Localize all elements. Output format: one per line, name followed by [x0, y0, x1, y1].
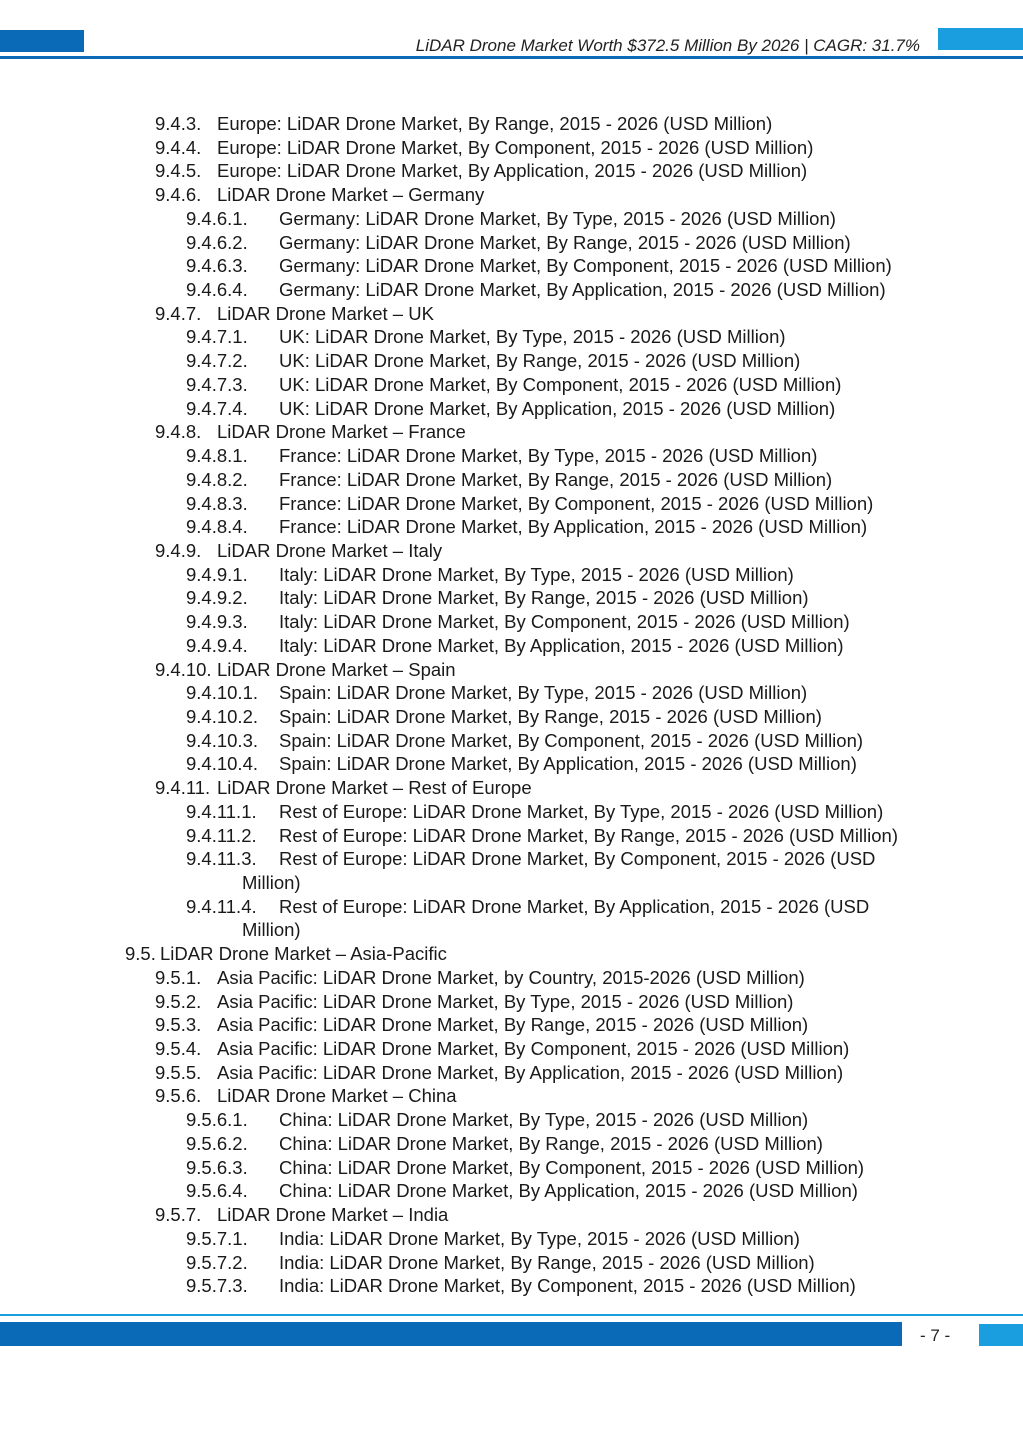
toc-entry-title: Rest of Europe: LiDAR Drone Market, By Range, 2015 - 2026 (USD Million) — [279, 824, 898, 846]
toc-entry[interactable] — [0, 1084, 1023, 1108]
toc-entry-title: Europe: LiDAR Drone Market, By Range, 2015 - 2026 (USD Million) — [217, 113, 773, 134]
toc-entry[interactable] — [0, 752, 1023, 776]
toc-entry-number: 9.4.7.1. — [186, 326, 248, 348]
toc-entry[interactable] — [0, 207, 1023, 231]
toc-entry-number: 9.4.8. — [155, 421, 202, 443]
toc-entry[interactable] — [0, 373, 1023, 397]
toc-entry-title: Europe: LiDAR Drone Market, By Component, 2015 - 2026 (USD Million) — [217, 136, 814, 158]
toc-entry-number: 9.4.11.4. — [186, 895, 257, 917]
toc-entry[interactable] — [0, 183, 1023, 207]
toc-entry-number: 9.5.1. — [155, 966, 202, 988]
toc-entry-number: 9.4.10.1. — [186, 682, 259, 704]
toc-entry-number: 9.4.8.1. — [186, 445, 248, 467]
toc-entry[interactable] — [0, 1013, 1023, 1037]
toc-entry[interactable] — [0, 824, 1023, 848]
toc-entry-title: LiDAR Drone Market – India — [217, 1204, 449, 1226]
toc-entry-number: 9.5.7.2. — [186, 1251, 248, 1273]
toc-entry[interactable] — [0, 1274, 1023, 1298]
toc-entry-number: 9.4.9.1. — [186, 563, 248, 585]
toc-entry[interactable] — [0, 1037, 1023, 1061]
table-of-contents — [0, 112, 1023, 1298]
footer-accent-bar-left — [0, 1322, 902, 1346]
toc-entry-title: UK: LiDAR Drone Market, By Component, 2015 - 2026 (USD Million) — [279, 373, 842, 395]
toc-entry[interactable] — [0, 563, 1023, 587]
toc-entry-title: Spain: LiDAR Drone Market, By Type, 2015 - 2026 (USD Million) — [279, 682, 808, 704]
toc-entry[interactable] — [0, 539, 1023, 563]
toc-entry-number: 9.4.10.3. — [186, 729, 259, 751]
toc-entry[interactable] — [0, 942, 1023, 966]
toc-entry-title: Germany: LiDAR Drone Market, By Type, 2015 - 2026 (USD Million) — [279, 207, 836, 229]
toc-entry-title: Asia Pacific: LiDAR Drone Market, By Range, 2015 - 2026 (USD Million) — [217, 1014, 809, 1036]
toc-entry[interactable] — [0, 278, 1023, 302]
toc-entry[interactable] — [0, 515, 1023, 539]
toc-entry-title: UK: LiDAR Drone Market, By Application, 2015 - 2026 (USD Million) — [279, 397, 836, 419]
page-header-title: LiDAR Drone Market Worth $372.5 Million By 2026 | CAGR: 31.7% — [415, 36, 920, 55]
header-accent-bar-left — [0, 30, 84, 52]
toc-entry-number: 9.5.6.2. — [186, 1132, 248, 1154]
toc-entry[interactable] — [0, 1227, 1023, 1251]
toc-entry[interactable] — [0, 468, 1023, 492]
toc-entry-number: 9.4.9.4. — [186, 634, 248, 656]
toc-entry-title: France: LiDAR Drone Market, By Application, 2015 - 2026 (USD Million) — [279, 516, 868, 538]
toc-entry-title: Asia Pacific: LiDAR Drone Market, by Country, 2015-2026 (USD Million) — [217, 966, 805, 988]
toc-entry-title: LiDAR Drone Market – UK — [217, 302, 434, 324]
toc-entry-title: Rest of Europe: LiDAR Drone Market, By Type, 2015 - 2026 (USD Million) — [279, 800, 884, 822]
toc-entry[interactable] — [0, 112, 1023, 136]
toc-entry-number: 9.4.6.2. — [186, 231, 248, 253]
toc-entry-number: 9.5.7. — [155, 1204, 202, 1226]
toc-entry-number: 9.4.11.3. — [186, 848, 257, 870]
toc-entry-title: France: LiDAR Drone Market, By Type, 2015 - 2026 (USD Million) — [279, 445, 818, 467]
toc-entry-title: Italy: LiDAR Drone Market, By Component, 2015 - 2026 (USD Million) — [279, 611, 850, 633]
toc-entry[interactable] — [0, 420, 1023, 444]
toc-entry-number: 9.5.2. — [155, 990, 202, 1012]
toc-entry[interactable] — [0, 397, 1023, 421]
toc-entry-title: LiDAR Drone Market – Asia-Pacific — [160, 943, 447, 965]
toc-entry-number: 9.5.4. — [155, 1038, 202, 1060]
toc-entry-number: 9.5.5. — [155, 1061, 202, 1083]
toc-entry[interactable] — [0, 136, 1023, 160]
toc-entry[interactable] — [0, 1061, 1023, 1085]
toc-entry-title: Spain: LiDAR Drone Market, By Component, 2015 - 2026 (USD Million) — [279, 729, 864, 751]
toc-entry-title: Asia Pacific: LiDAR Drone Market, By Application, 2015 - 2026 (USD Million) — [217, 1061, 844, 1083]
header-rule — [0, 56, 1023, 59]
toc-entry-number: 9.5. — [125, 943, 156, 965]
toc-entry-number: 9.4.4. — [155, 136, 202, 158]
toc-entry[interactable] — [0, 325, 1023, 349]
toc-entry-title-continued: Million) — [242, 919, 301, 941]
toc-entry-number: 9.4.7. — [155, 302, 202, 324]
toc-entry-number: 9.4.10. — [155, 658, 212, 680]
toc-entry-number: 9.4.10.4. — [186, 753, 259, 775]
toc-entry-title: China: LiDAR Drone Market, By Range, 2015 - 2026 (USD Million) — [279, 1132, 823, 1154]
toc-entry-number: 9.4.7.3. — [186, 373, 248, 395]
toc-entry-title: Italy: LiDAR Drone Market, By Range, 2015 - 2026 (USD Million) — [279, 587, 809, 609]
toc-entry-title: China: LiDAR Drone Market, By Application, 2015 - 2026 (USD Million) — [279, 1180, 858, 1202]
toc-entry[interactable] — [0, 610, 1023, 634]
toc-entry-title: Europe: LiDAR Drone Market, By Application, 2015 - 2026 (USD Million) — [217, 160, 808, 182]
toc-entry-title: Asia Pacific: LiDAR Drone Market, By Component, 2015 - 2026 (USD Million) — [217, 1038, 850, 1060]
toc-entry[interactable] — [0, 990, 1023, 1014]
toc-entry-title: China: LiDAR Drone Market, By Type, 2015 - 2026 (USD Million) — [279, 1109, 809, 1131]
toc-entry-number: 9.4.8.2. — [186, 468, 248, 490]
toc-entry-number: 9.4.11.2. — [186, 824, 257, 846]
toc-entry-title: LiDAR Drone Market – Italy — [217, 539, 443, 561]
toc-entry-title: LiDAR Drone Market – Germany — [217, 184, 485, 206]
toc-entry[interactable] — [0, 634, 1023, 658]
toc-entry[interactable] — [0, 349, 1023, 373]
toc-entry[interactable] — [0, 492, 1023, 516]
toc-entry-title: Italy: LiDAR Drone Market, By Type, 2015 - 2026 (USD Million) — [279, 563, 794, 585]
footer-rule — [0, 1314, 1023, 1316]
toc-entry[interactable] — [0, 681, 1023, 705]
toc-entry[interactable] — [0, 586, 1023, 610]
toc-entry-title: China: LiDAR Drone Market, By Component, 2015 - 2026 (USD Million) — [279, 1156, 865, 1178]
toc-entry[interactable] — [0, 966, 1023, 990]
toc-entry-number: 9.4.7.2. — [186, 350, 248, 372]
toc-entry-number: 9.4.5. — [155, 160, 202, 182]
toc-entry-title: LiDAR Drone Market – Spain — [217, 658, 456, 680]
toc-entry-number: 9.4.6. — [155, 184, 202, 206]
toc-entry-title: LiDAR Drone Market – Rest of Europe — [217, 777, 532, 799]
toc-entry-title: France: LiDAR Drone Market, By Range, 2015 - 2026 (USD Million) — [279, 468, 833, 490]
toc-entry-title: UK: LiDAR Drone Market, By Range, 2015 - 2026 (USD Million) — [279, 350, 801, 372]
toc-entry[interactable] — [0, 1108, 1023, 1132]
toc-entry-title: India: LiDAR Drone Market, By Type, 2015 - 2026 (USD Million) — [279, 1227, 800, 1249]
toc-entry-title: Germany: LiDAR Drone Market, By Application, 2015 - 2026 (USD Million) — [279, 279, 886, 301]
toc-entry[interactable] — [0, 847, 1023, 894]
toc-entry[interactable] — [0, 1179, 1023, 1203]
toc-entry[interactable] — [0, 800, 1023, 824]
toc-entry[interactable] — [0, 1132, 1023, 1156]
toc-entry-number: 9.4.6.3. — [186, 255, 248, 277]
toc-entry-title: Germany: LiDAR Drone Market, By Component, 2015 - 2026 (USD Million) — [279, 255, 892, 277]
toc-entry-title: Italy: LiDAR Drone Market, By Application, 2015 - 2026 (USD Million) — [279, 634, 844, 656]
toc-entry-title: India: LiDAR Drone Market, By Component, 2015 - 2026 (USD Million) — [279, 1275, 856, 1297]
toc-entry-number: 9.5.6.4. — [186, 1180, 248, 1202]
toc-entry[interactable] — [0, 895, 1023, 942]
toc-entry-number: 9.4.10.2. — [186, 705, 259, 727]
toc-entry-title: India: LiDAR Drone Market, By Range, 2015 - 2026 (USD Million) — [279, 1251, 815, 1273]
toc-entry[interactable] — [0, 444, 1023, 468]
toc-entry-number: 9.4.7.4. — [186, 397, 248, 419]
toc-entry-number: 9.4.3. — [155, 113, 202, 134]
toc-entry-number: 9.4.8.4. — [186, 516, 248, 538]
toc-entry-number: 9.5.3. — [155, 1014, 202, 1036]
toc-entry-title: Spain: LiDAR Drone Market, By Range, 2015 - 2026 (USD Million) — [279, 705, 822, 727]
toc-entry-number: 9.5.6. — [155, 1085, 202, 1107]
toc-entry[interactable] — [0, 776, 1023, 800]
toc-entry-title: France: LiDAR Drone Market, By Component, 2015 - 2026 (USD Million) — [279, 492, 874, 514]
toc-entry-number: 9.4.6.1. — [186, 207, 248, 229]
toc-entry[interactable] — [0, 231, 1023, 255]
toc-entry-number: 9.5.7.3. — [186, 1275, 248, 1297]
toc-entry[interactable] — [0, 254, 1023, 278]
toc-entry-title: LiDAR Drone Market – France — [217, 421, 466, 443]
header-accent-bar-right — [938, 28, 1023, 50]
toc-entry[interactable] — [0, 658, 1023, 682]
toc-entry-title: Spain: LiDAR Drone Market, By Application, 2015 - 2026 (USD Million) — [279, 753, 857, 775]
toc-entry-title: UK: LiDAR Drone Market, By Type, 2015 - 2026 (USD Million) — [279, 326, 786, 348]
toc-entry-number: 9.5.7.1. — [186, 1227, 248, 1249]
toc-entry-number: 9.4.9.3. — [186, 611, 248, 633]
toc-entry-title: Asia Pacific: LiDAR Drone Market, By Type, 2015 - 2026 (USD Million) — [217, 990, 794, 1012]
toc-entry-number: 9.5.6.3. — [186, 1156, 248, 1178]
toc-entry-number: 9.4.11. — [155, 777, 211, 799]
toc-entry-number: 9.4.8.3. — [186, 492, 248, 514]
page-number: - 7 - — [920, 1326, 951, 1345]
toc-entry-title-continued: Million) — [242, 872, 301, 893]
toc-entry-title: LiDAR Drone Market – China — [217, 1085, 457, 1107]
toc-entry-number: 9.4.6.4. — [186, 279, 248, 301]
toc-entry-number: 9.5.6.1. — [186, 1109, 248, 1131]
toc-entry[interactable] — [0, 1251, 1023, 1275]
footer-accent-bar-right — [979, 1324, 1023, 1346]
toc-entry-title: Rest of Europe: LiDAR Drone Market, By Component, 2015 - 2026 (USD — [279, 848, 876, 870]
toc-entry[interactable] — [0, 159, 1023, 183]
toc-entry-number: 9.4.9. — [155, 539, 202, 561]
toc-entry-number: 9.4.11.1. — [186, 800, 257, 822]
toc-entry[interactable] — [0, 1203, 1023, 1227]
toc-entry[interactable] — [0, 302, 1023, 326]
toc-entry-number: 9.4.9.2. — [186, 587, 248, 609]
toc-entry-title: Rest of Europe: LiDAR Drone Market, By Application, 2015 - 2026 (USD — [279, 895, 870, 917]
toc-entry[interactable] — [0, 705, 1023, 729]
toc-entry-title: Germany: LiDAR Drone Market, By Range, 2015 - 2026 (USD Million) — [279, 231, 851, 253]
toc-entry[interactable] — [0, 729, 1023, 753]
toc-entry[interactable] — [0, 1156, 1023, 1180]
